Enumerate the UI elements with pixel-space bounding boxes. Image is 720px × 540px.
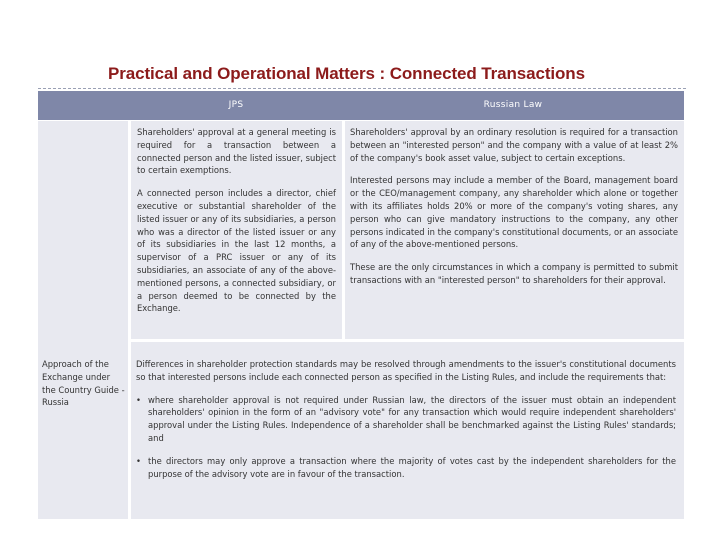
column-header-jps: JPS bbox=[228, 100, 244, 110]
row-label-column bbox=[38, 121, 128, 519]
approach-intro-text: Differences in shareholder protection standards may be resolved through amendments to the issuer's constitutional documents so that interested persons include each connected person as specified in the Listing Rules, and include the requirements that: bbox=[136, 359, 676, 382]
approach-bullet-2: the directors may only approve a transaction where the majority of votes cast by the independent shareholders for the purpose of the advisory vote are in favour of the transaction. bbox=[148, 455, 676, 479]
russian-circumstances-text: These are the only circumstances in which a company is permitted to submit transactions with an "interested person" to shareholders for their approval. bbox=[350, 262, 678, 285]
list-item bbox=[136, 455, 676, 481]
bullet-icon: • bbox=[136, 455, 141, 466]
russian-approval-text: Shareholders' approval by an ordinary resolution is required for a transaction between an "interested person" and the company with a value of at least 2% of the company's book asset value, subject to certain exceptions. bbox=[350, 127, 678, 163]
approach-row-label: Approach of the Exchange under the Country Guide - Russia bbox=[42, 359, 125, 408]
jps-approval-text: Shareholders' approval at a general meeting is required for a transaction between a connected person and the listed issuer, subject to certain exemptions. bbox=[137, 127, 336, 176]
column-header-russian-law: Russian Law bbox=[483, 100, 543, 110]
russian-law-cell bbox=[345, 121, 684, 339]
jps-connected-person-text: A connected person includes a director, chief executive or substantial shareholder of the listed issuer or any of its subsidiaries, a person who was a director of the listed issuer or any of its subsidiaries in the last 12 months, a supervisor of a PRC issuer or any of its subsidiaries, an associate of any of the above-mentioned persons, a connected subsidiary, or a person deemed to be connected by the Exchange. bbox=[137, 188, 336, 314]
approach-bullet-1: where shareholder approval is not required under Russian law, the directors of the issuer must obtain an independent shareholders' opinion in the form of an "advisory vote" for any transaction which would require independent shareholders' approval under the Listing Rules. Independence of a shareholder shall be benchmarked against the Listing Rules' standards; and bbox=[148, 394, 676, 443]
title-divider bbox=[38, 88, 686, 89]
approach-cell bbox=[131, 342, 684, 519]
russian-interested-persons-text: Interested persons may include a member of the Board, management board or the CEO/management company, any shareholder which alone or together with its affiliates holds 20% or more of the company's voting shares, any person who can give mandatory instructions to the company, any other persons indicated in the company's constitutional documents, or an associate of any of the above-mentioned persons. bbox=[350, 175, 678, 250]
bullet-icon: • bbox=[136, 394, 141, 405]
page-title: Practical and Operational Matters : Connected Transactions bbox=[108, 64, 585, 83]
list-item bbox=[136, 394, 676, 445]
jps-requirements-cell bbox=[131, 121, 342, 339]
